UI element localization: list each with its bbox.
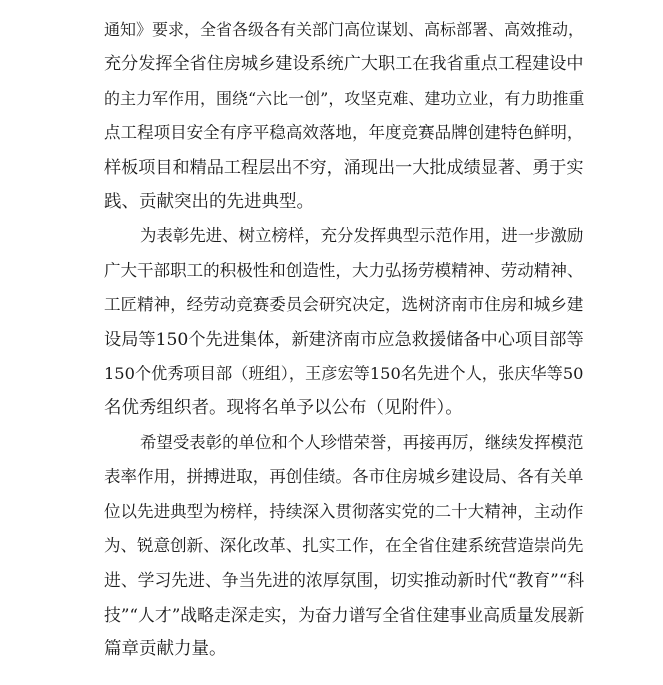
paragraph-1-line-1: 通知》要求，全省各级各有关部门高位谋划、高标部署、高效推动， xyxy=(104,20,585,39)
paragraph-2-line-1: 为表彰先进、树立榜样，充分发挥典型示范作用，进一步激励 xyxy=(140,226,584,246)
paragraph-3-line-3: 位以先进典型为榜样，持续深入贯彻落实党的二十大精神，主动作 xyxy=(104,501,584,521)
paragraph-3-line-4: 为、锐意创新、深化改革、扎实工作，在全省住建系统营造崇尚先 xyxy=(104,536,584,555)
paragraph-3-line-6: 技”“人才”战略走深走实，为奋力谱写全省住建事业高质量发展新 xyxy=(104,604,585,625)
paragraph-3-line-1: 希望受表彰的单位和个人珍惜荣誉，再接再厉，继续发挥模范 xyxy=(140,432,584,452)
paragraph-1-line-2: 充分发挥全省住房城乡建设系统广大职工在我省重点工程建设中 xyxy=(104,54,584,75)
paragraph-1-line-5: 样板项目和精品工程层出不穷，涌现出一大批成绩显著、勇于实 xyxy=(104,157,584,178)
paragraph-1-line-4: 点工程项目安全有序平稳高效落地，年度竞赛品牌创建特色鲜明， xyxy=(104,123,584,143)
paragraph-3-line-5: 进、学习先进、争当先进的浓厚氛围，切实推动新时代“教育”“科 xyxy=(104,570,585,591)
paragraph-3-line-7: 篇章贡献力量。 xyxy=(104,639,227,660)
paragraph-1-line-6: 践、贡献突出的先进典型。 xyxy=(104,192,314,212)
paragraph-3-line-2: 表率作用，拼搏进取，再创佳绩。各市住房城乡建设局、各有关单 xyxy=(104,467,584,487)
paragraph-2-line-6: 名优秀组织者。现将名单予以公布（见附件）。 xyxy=(104,398,463,419)
paragraph-2-line-2: 广大干部职工的积极性和创造性，大力弘扬劳模精神、劳动精神、 xyxy=(104,260,584,280)
paragraph-1-line-3: 的主力军作用，围绕“六比一创”，攻坚克难、建功立业，有力助推重 xyxy=(104,88,585,108)
paragraph-2-line-5: 150个优秀项目部（班组），王彦宏等150名先进个人，张庆华等50 xyxy=(104,364,584,383)
paragraph-2-line-4: 设局等150个先进集体，新建济南市应急救援储备中心项目部等 xyxy=(104,329,584,350)
paragraph-2-line-3: 工匠精神，经劳动竞赛委员会研究决定，选树济南市住房和城乡建 xyxy=(104,295,584,315)
